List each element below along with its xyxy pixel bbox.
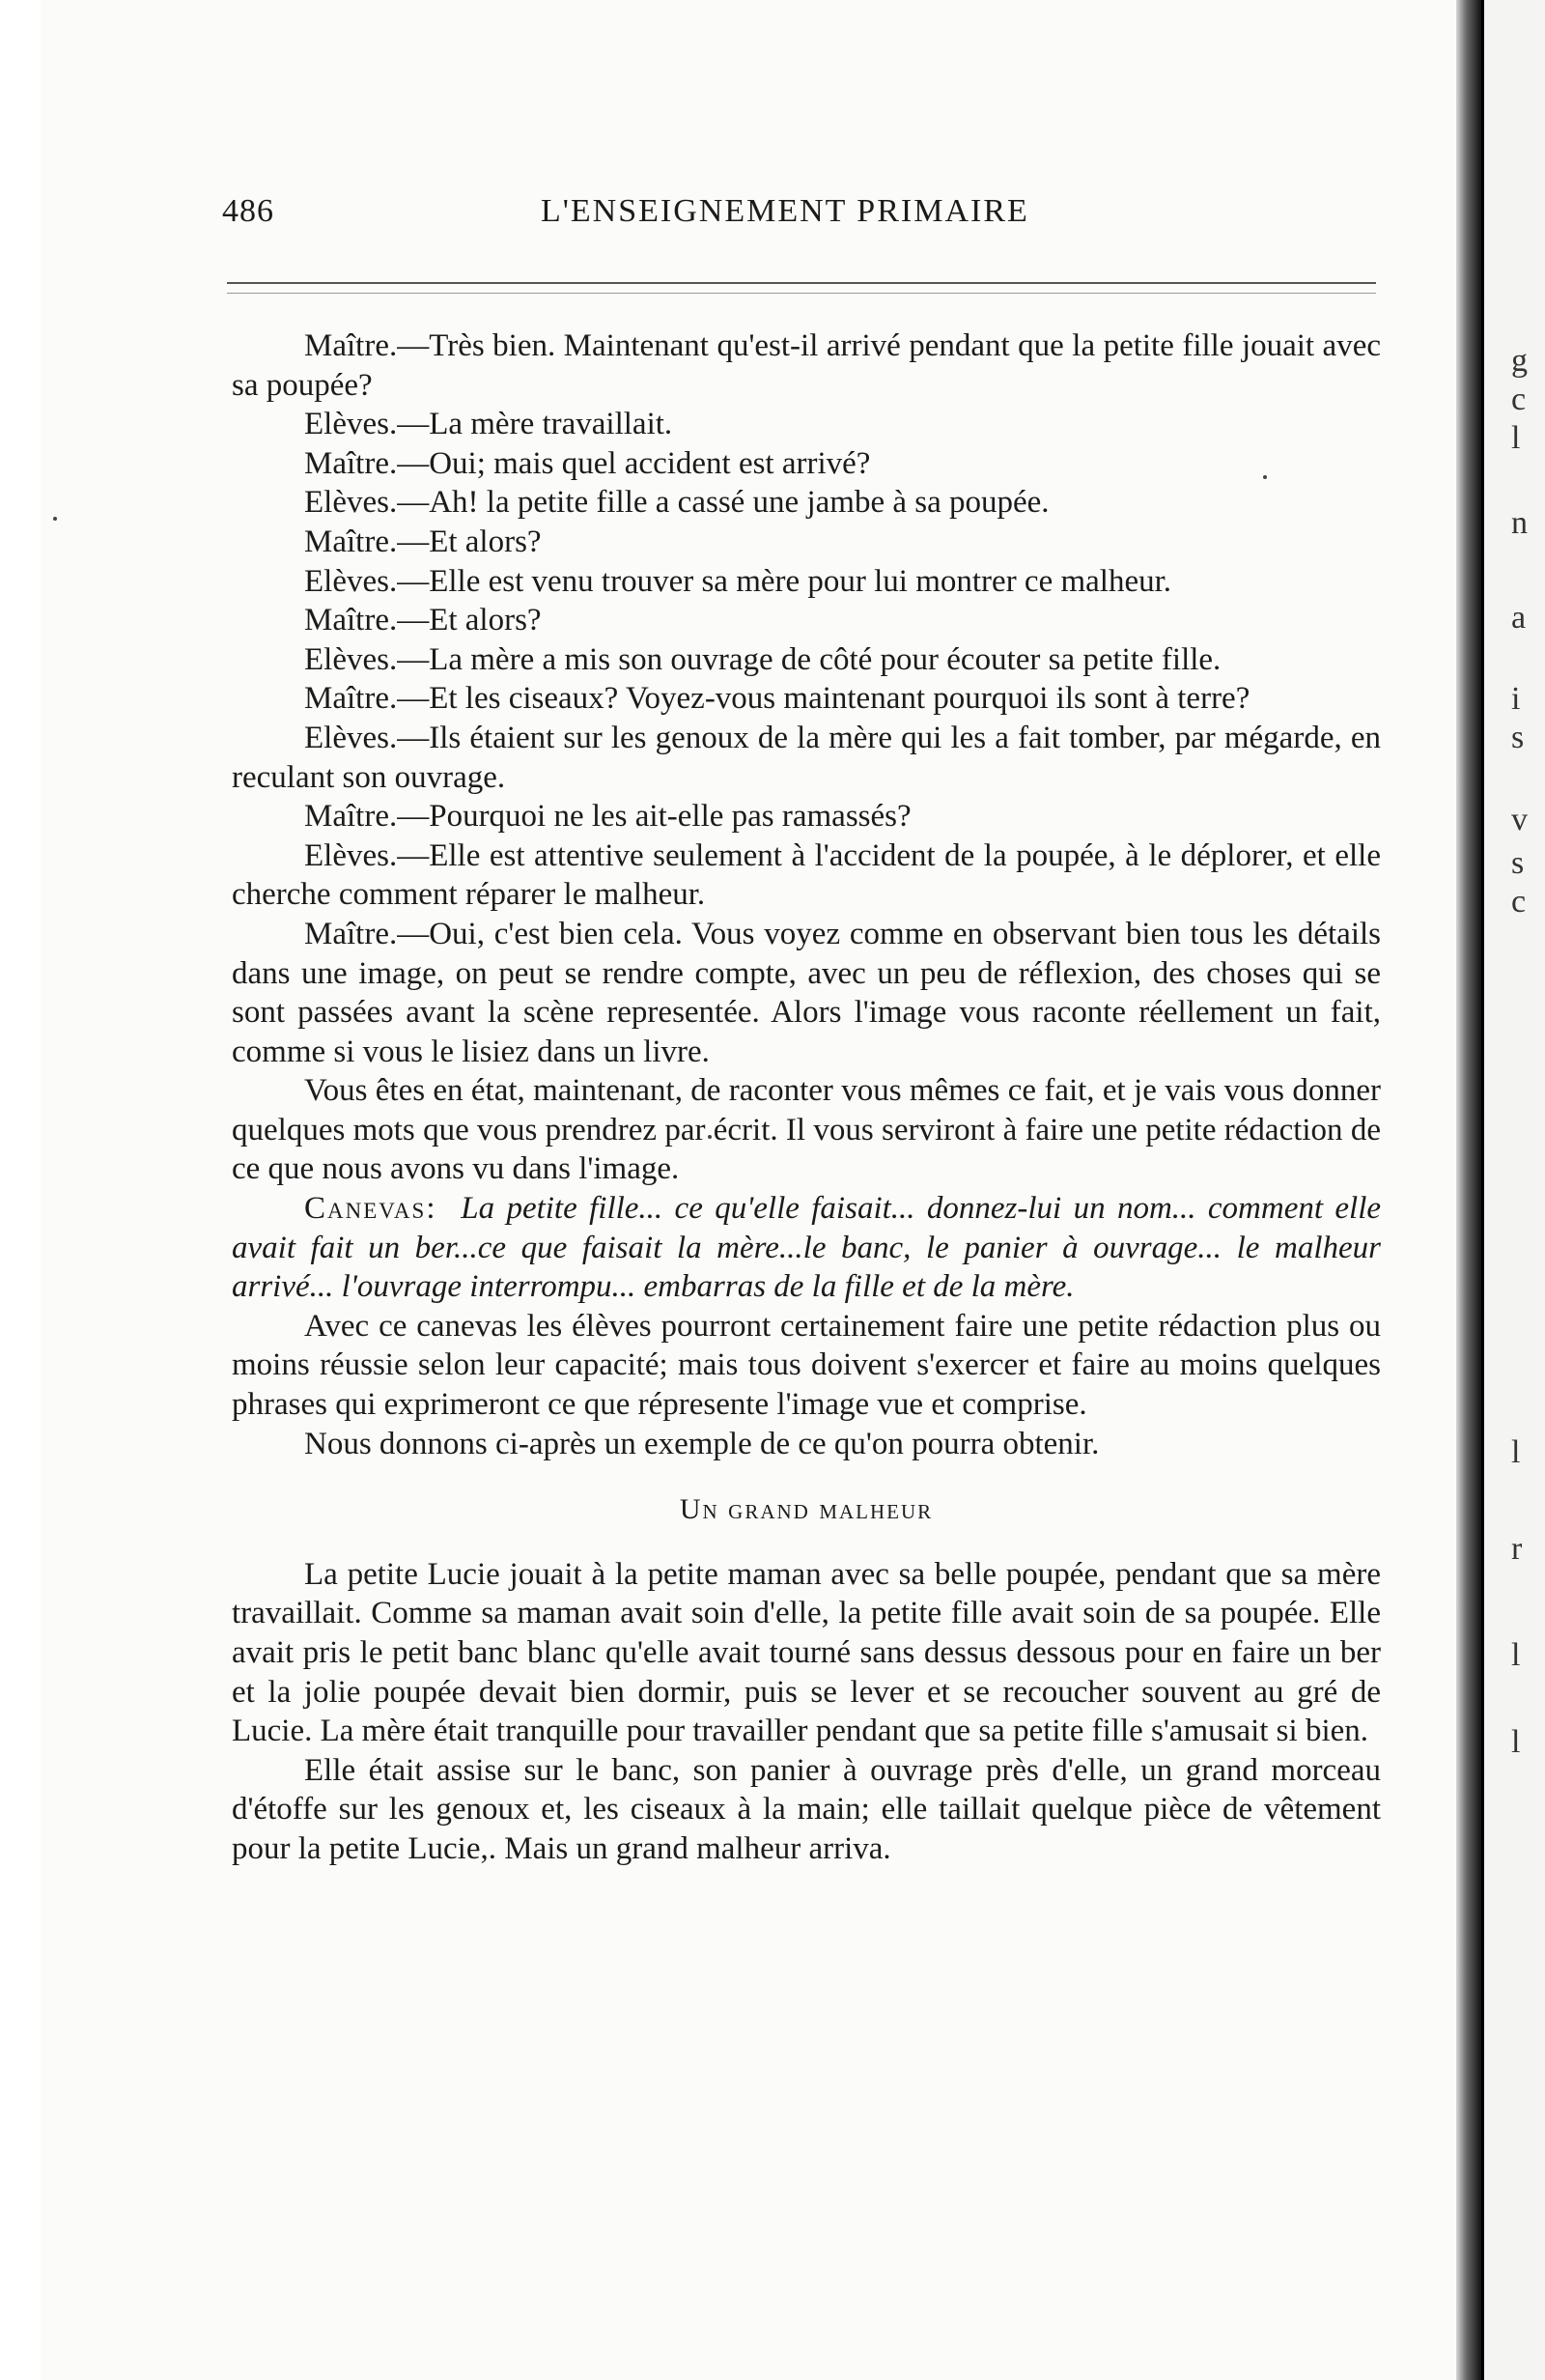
canevas-text: La petite fille... ce qu'elle faisait... donnez-lui un nom... comment elle avait fait un ber...ce que faisait la mère...le banc, le panier à ouvrage... le malheur arrivé... l'ouvrage interrompu... embarras de la fille et de la mère.	[232, 1191, 1382, 1305]
dialogue-paragraph: Maître.—Oui, c'est bien cela. Vous voyez comme en observant bien tous les détails dans une image, on peut se rendre compte, avec un peu de réflexion, des choses qui se sont passées avant la scène representée. Alors l'image vous raconte réellement un fait, comme si vous le lisiez dans un livre.	[232, 916, 1381, 1069]
dialogue-paragraph: Elèves.—La mère a mis son ouvrage de côté pour écouter sa petite fille.	[304, 641, 1222, 677]
story-paragraph: La petite Lucie jouait à la petite maman avec sa belle poupée, pendant que sa mère travaillait. Comme sa maman avait soin d'elle, la petite fille avait soin de sa poupée. Elle avait pris le petit banc blanc qu'elle avait tourné sans dessus dessous pour en faire un ber et la jolie poupée devait bien dormir, puis se lever et se recoucher souvent au gré de Lucie. La mère était tranquille pour travailler pendant que sa petite fille s'amusait si bien.	[232, 1556, 1381, 1749]
canevas-paragraph	[232, 1189, 1381, 1307]
edge-letter: c	[1511, 382, 1527, 417]
section-title: Un grand malheur	[679, 1493, 934, 1526]
page-header	[222, 193, 1376, 241]
edge-letter: v	[1511, 802, 1528, 837]
dialogue-paragraph: Elèves.—Ah! la petite fille a cassé une jambe à sa poupée.	[304, 485, 1050, 521]
dialogue-paragraph: Maître.—Et les ciseaux? Voyez-vous maintenant pourquoi ils sont à terre?	[304, 681, 1250, 717]
dialogue-paragraph: Elèves.—Elle est attentive seulement à l'accident de la poupée, à le déplorer, et elle cherche comment réparer le malheur.	[232, 837, 1381, 913]
dialogue-paragraph: Elèves.—Elle est venu trouver sa mère pour lui montrer ce malheur.	[304, 563, 1172, 599]
dialogue-paragraph: Elèves.—La mère travaillait.	[304, 407, 673, 442]
edge-letter: s	[1511, 720, 1525, 755]
edge-letter: g	[1511, 343, 1528, 379]
dialogue-paragraph: Maître.—Oui; mais quel accident est arrivé?	[304, 445, 871, 481]
dialogue-paragraph: Elèves.—Ils étaient sur les genoux de la mère qui les a fait tomber, par mégarde, en reculant son ouvrage.	[232, 720, 1381, 795]
dialogue-paragraph: Maître.—Et alors?	[304, 603, 542, 638]
edge-letter: a	[1511, 600, 1527, 636]
dialogue-paragraph: Maître.—Et alors?	[304, 524, 542, 559]
edge-letter: s	[1511, 845, 1525, 881]
edge-letter: n	[1511, 505, 1528, 541]
body-text	[232, 326, 1381, 1869]
edge-letter: l	[1511, 1637, 1521, 1673]
edge-letter: l	[1511, 420, 1521, 456]
body-paragraph: Vous êtes en état, maintenant, de raconter vous mêmes ce fait, et je vais vous donner quelques mots que vous prendrez par écrit. Il vous serviront à faire une petite rédaction de ce que nous avons vu dans l'image.	[232, 1073, 1381, 1187]
page-number: 486	[222, 193, 274, 229]
edge-letter: c	[1511, 884, 1527, 920]
story-paragraph: Elle était assise sur le banc, son panier à ouvrage près d'elle, un grand morceau d'étoffe sur les genoux et, les ciseaux à la main; elle taillait quelque pièce de vêtement pour la petite Lucie,. Mais un grand malheur arriva.	[232, 1752, 1381, 1866]
header-rule-thin	[227, 293, 1376, 294]
book-binding-gutter	[1456, 0, 1481, 2380]
edge-letter: l	[1511, 1434, 1521, 1470]
body-paragraph: Avec ce canevas les élèves pourront certainement faire une petite rédaction plus ou moins réussie selon leur capacité; mais tous doivent s'exercer et faire au moins quelques phrases qui exprimeront ce que répresente l'image vue et comprise.	[232, 1308, 1381, 1423]
running-title: L'ENSEIGNEMENT PRIMAIRE	[541, 193, 1029, 229]
edge-letter: l	[1511, 1724, 1521, 1760]
header-rule	[227, 282, 1376, 284]
body-paragraph: Nous donnons ci-après un exemple de ce qu'on pourra obtenir.	[304, 1426, 1100, 1461]
edge-letter: i	[1511, 681, 1521, 717]
dialogue-paragraph: Maître.—Pourquoi ne les ait-elle pas ramassés?	[304, 799, 912, 835]
adjacent-page-edge	[1481, 0, 1545, 2380]
canevas-label: Canevas:	[304, 1191, 437, 1227]
dialogue-paragraph: Maître.—Très bien. Maintenant qu'est-il arrivé pendant que la petite fille jouait avec sa poupée?	[232, 328, 1381, 403]
edge-letter: r	[1511, 1531, 1523, 1567]
